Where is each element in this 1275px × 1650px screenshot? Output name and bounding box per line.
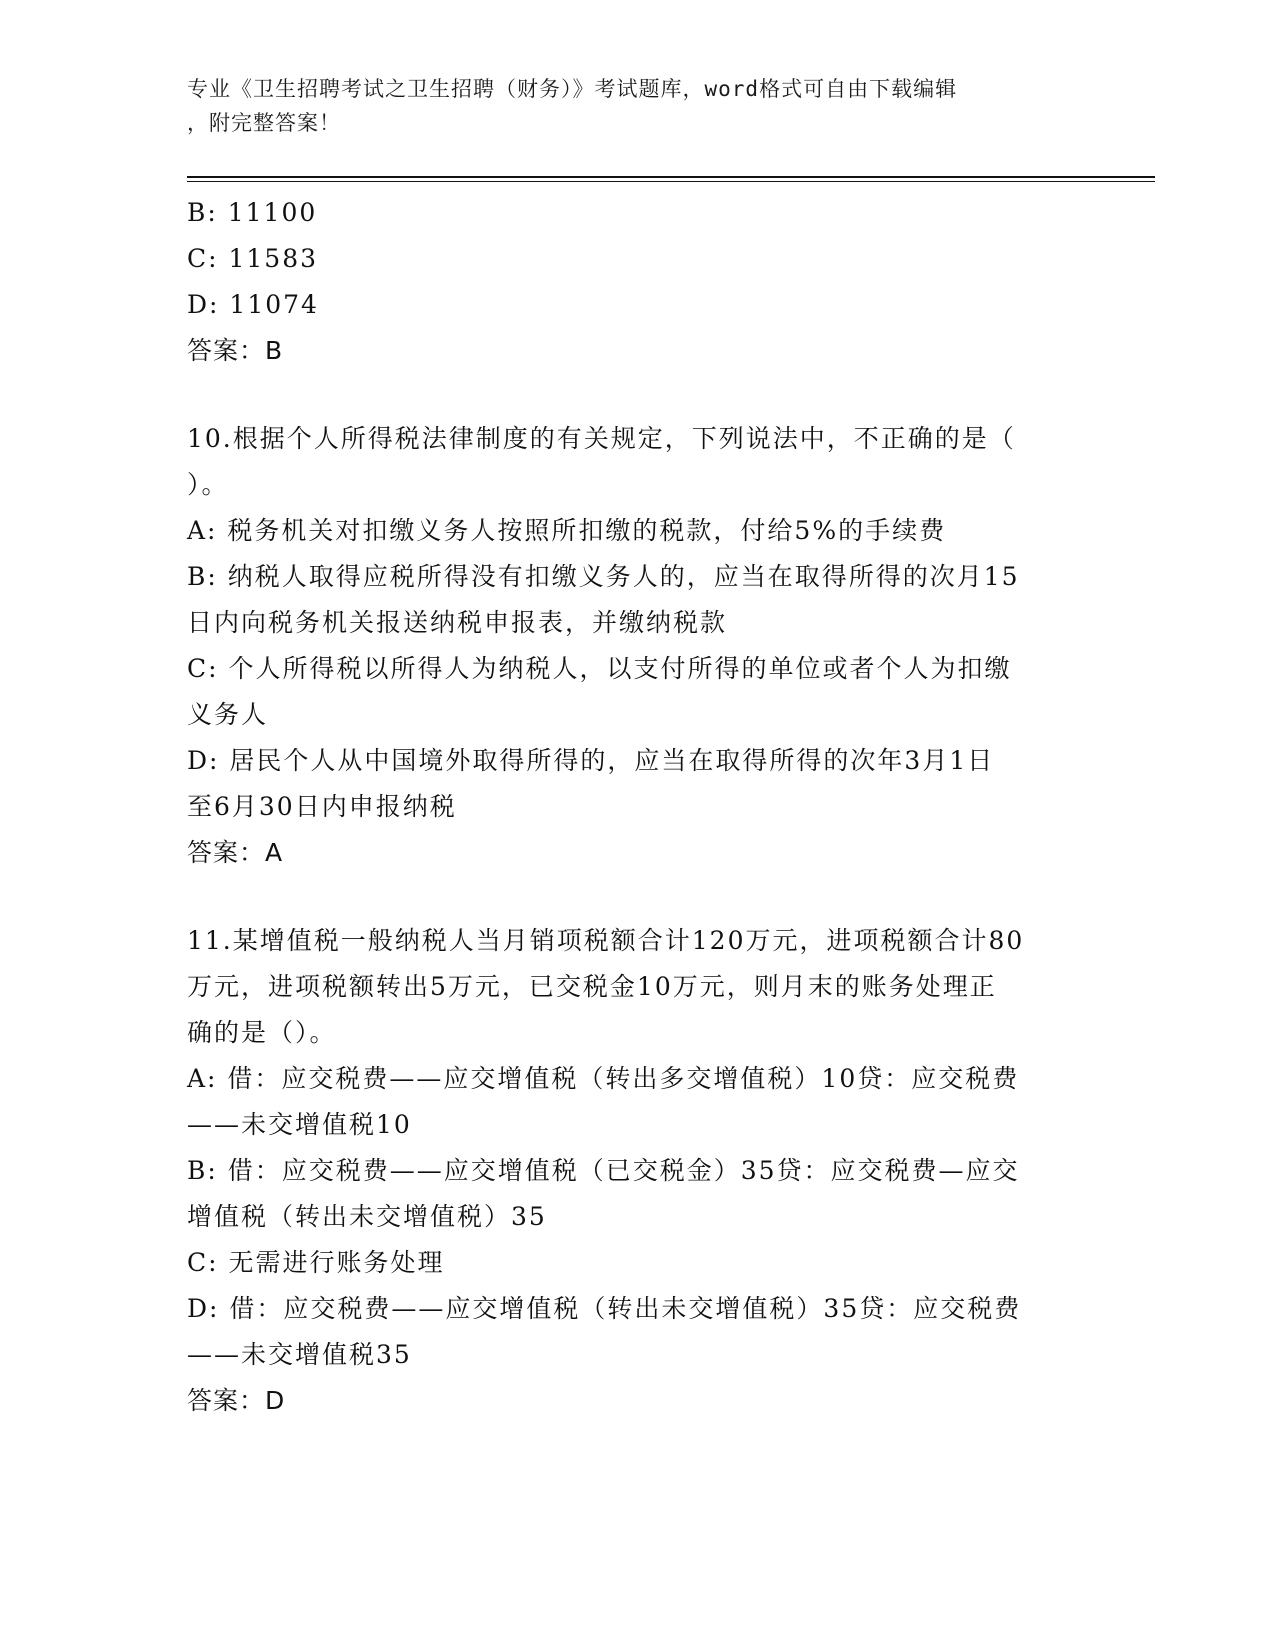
q11-answer: 答案：D [187, 1386, 286, 1415]
q10-option-b-line-2: 日内向税务机关报送纳税申报表，并缴纳税款 [187, 608, 728, 637]
document-body [187, 190, 1087, 1424]
q10-answer: 答案：A [187, 838, 284, 867]
q9-option-b: B: 11100 [187, 198, 318, 227]
q11-option-b-line-2: 增值税（转出未交增值税）35 [187, 1202, 547, 1231]
q11-stem-line-3: 确的是（）。 [187, 1018, 337, 1047]
q9-option-d: D: 11074 [187, 290, 319, 319]
header-line-2: ，附完整答案！ [187, 111, 341, 135]
question-11 [187, 918, 1087, 1424]
q9-answer: 答案：B [187, 336, 284, 365]
q11-option-c: C: 无需进行账务处理 [187, 1248, 445, 1277]
q11-option-a-line-1: A: 借：应交税费——应交增值税（转出多交增值税）10贷：应交税费 [187, 1064, 1020, 1093]
spacer [187, 876, 1087, 918]
q11-option-d-line-1: D: 借：应交税费——应交增值税（转出未交增值税）35贷：应交税费 [187, 1294, 1022, 1323]
q10-option-d-line-2: 至6月30日内申报纳税 [187, 792, 457, 821]
spacer [187, 374, 1087, 416]
q10-option-d-line-1: D: 居民个人从中国境外取得所得的，应当在取得所得的次年3月1日 [187, 746, 995, 775]
q11-option-a-line-2: ——未交增值税10 [187, 1110, 412, 1139]
q11-stem-line-2: 万元，进项税额转出5万元，已交税金10万元，则月末的账务处理正 [187, 972, 997, 1001]
q10-stem-line-2: ）。 [187, 470, 229, 499]
q10-option-c-line-1: C: 个人所得税以所得人为纳税人，以支付所得的单位或者个人为扣缴 [187, 654, 1012, 683]
q11-stem-line-1: 11.某增值税一般纳税人当月销项税额合计120万元，进项税额合计80 [187, 926, 1025, 955]
q9-option-c: C: 11583 [187, 244, 319, 273]
document-header [187, 72, 1087, 140]
question-10 [187, 416, 1087, 876]
header-line-1: 专业《卫生招聘考试之卫生招聘（财务）》考试题库，word格式可自由下载编辑 [187, 77, 958, 101]
header-divider-thick [187, 176, 1155, 178]
q11-option-d-line-2: ——未交增值税35 [187, 1340, 412, 1369]
q10-option-b-line-1: B: 纳税人取得应税所得没有扣缴义务人的，应当在取得所得的次月15 [187, 562, 1020, 591]
q10-stem-line-1: 10.根据个人所得税法律制度的有关规定，下列说法中，不正确的是（ [187, 424, 1016, 453]
q10-option-c-line-2: 义务人 [187, 700, 269, 729]
header-divider-thin [187, 181, 1155, 182]
q10-option-a: A: 税务机关对扣缴义务人按照所扣缴的税款，付给5%的手续费 [187, 516, 947, 545]
q11-option-b-line-1: B: 借：应交税费——应交增值税（已交税金）35贷：应交税费—应交 [187, 1156, 1020, 1185]
question-9 [187, 190, 1087, 374]
